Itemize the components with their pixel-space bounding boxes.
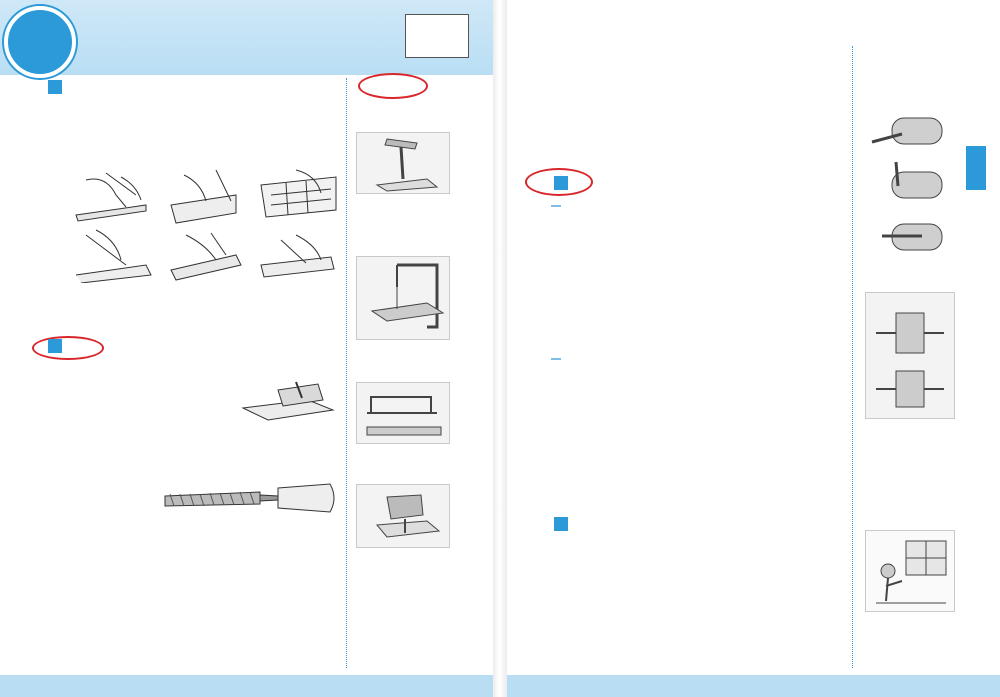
q1-tool-illustrations bbox=[66, 165, 344, 283]
red-annotation-oval bbox=[32, 336, 104, 360]
right-sidebar bbox=[852, 46, 853, 668]
file-illustration bbox=[160, 478, 340, 528]
lathe-illustrations bbox=[862, 106, 957, 256]
right-page bbox=[507, 0, 1000, 697]
red-annotation-oval-sidebar bbox=[358, 73, 428, 99]
q4-number bbox=[554, 517, 568, 531]
jigsaw-image bbox=[356, 484, 450, 548]
score-box bbox=[405, 14, 469, 58]
painting-image bbox=[865, 530, 955, 612]
subject-tab bbox=[966, 146, 986, 190]
q4-answer-row[interactable] bbox=[569, 656, 673, 668]
q2-number bbox=[48, 339, 62, 353]
thread-cutting-image bbox=[865, 292, 955, 419]
chapter-number bbox=[4, 6, 76, 78]
section-drill-press bbox=[551, 205, 561, 207]
abc-answer-row[interactable] bbox=[562, 146, 682, 158]
section-kiri bbox=[551, 358, 561, 360]
scroll-saw-image bbox=[356, 256, 450, 340]
plane-illustration bbox=[238, 378, 338, 433]
q3-number bbox=[554, 176, 568, 190]
right-footer bbox=[507, 675, 1000, 697]
left-page bbox=[0, 0, 493, 697]
hacksaw-image bbox=[356, 382, 450, 444]
q1-number bbox=[48, 80, 62, 94]
book-gutter bbox=[493, 0, 507, 697]
hammer-punch-image bbox=[356, 132, 450, 194]
left-footer bbox=[0, 675, 493, 697]
left-sidebar bbox=[346, 78, 347, 668]
